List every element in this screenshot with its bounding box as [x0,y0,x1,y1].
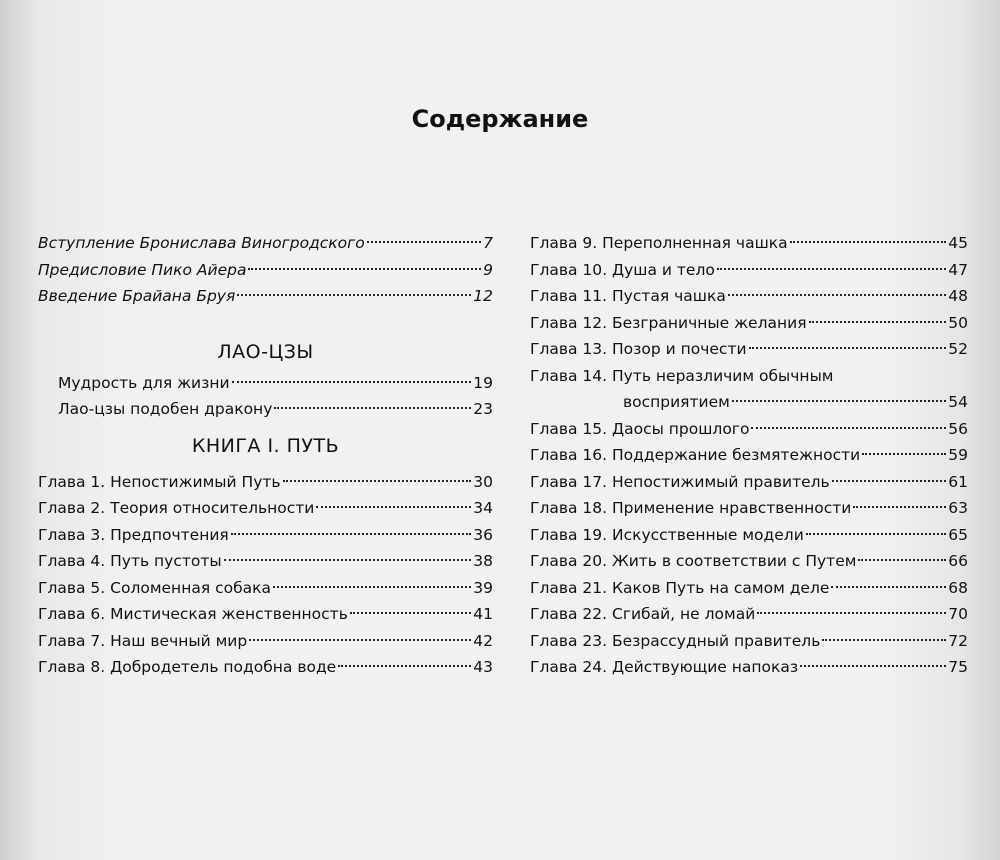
toc-entry [530,389,968,416]
toc-entry-page: 19 [473,373,493,392]
toc-entry-page: 38 [473,552,493,570]
toc-entry [38,575,493,602]
toc-entry [38,654,493,681]
dot-leader [274,407,471,409]
toc-entry-page: 36 [473,525,493,544]
toc-entry-page: 39 [473,578,493,597]
toc-entry-title: Глава 15. Даосы прошлого [530,419,750,438]
toc-entry [530,310,968,337]
toc-entry [38,548,493,575]
dot-leader [338,665,471,667]
toc-entry-title: Введение Брайана Бруя [38,287,236,305]
toc-entry-page: 12 [473,287,493,305]
dot-leader [232,381,472,383]
toc-entry [38,628,493,655]
dot-leader [822,639,946,641]
toc-entry-page: 34 [473,499,493,517]
toc-entry-page: 63 [948,499,968,517]
toc-entry-page: 30 [473,472,493,491]
toc-entry [38,230,493,257]
toc-entry [38,283,493,310]
toc-entry-title: Глава 12. Безграничные желания [530,313,807,332]
toc-entry-title: Глава 11. Пустая чашка [530,287,726,305]
dot-leader [809,321,947,323]
toc-entry [530,495,968,522]
dot-leader [224,559,472,561]
dot-leader [249,639,471,641]
toc-entry-page: 61 [948,472,968,491]
toc-entry-page: 54 [948,393,968,411]
toc-entry [38,522,493,549]
toc-entry-title-line1: Глава 14. Путь неразличим обычным [530,366,834,385]
dot-leader [728,294,946,296]
toc-entry [530,522,968,549]
toc-entry [38,469,493,496]
dot-leader [757,612,946,614]
dot-leader [831,586,946,588]
dot-leader [237,294,471,296]
toc-entry [530,628,968,655]
toc-entry [530,654,968,681]
toc-entry [530,575,968,602]
toc-entry-page: 7 [483,234,493,252]
dot-leader [732,400,946,402]
toc-entry-page: 52 [948,340,968,358]
dot-leader [273,586,471,588]
dot-leader [806,533,946,535]
toc-entry-title: Глава 6. Мистическая женственность [38,605,348,623]
dot-leader [350,612,471,614]
toc-entry-title: Глава 10. Душа и тело [530,260,715,279]
toc-entry-title: Глава 4. Путь пустоты [38,552,222,570]
dot-leader [316,506,471,508]
toc-entry [530,230,968,257]
toc-entry-title: Глава 9. Переполненная чашка [530,234,788,252]
toc-entry-page: 65 [948,525,968,544]
toc-entry-title: Глава 8. Добродетель подобна воде [38,658,337,676]
toc-entry [530,416,968,443]
toc-entry-title-line2: восприятием [623,393,730,411]
toc-left-column [38,230,493,681]
toc-entry-page: 68 [948,578,968,597]
dot-leader [832,480,947,482]
toc-entry [530,601,968,628]
dot-leader [367,241,481,243]
toc-entry-page: 9 [483,260,493,279]
toc-entry-title: Глава 2. Теория относительности [38,499,315,517]
toc-entry-page: 70 [948,605,968,623]
dot-leader [248,268,481,270]
toc-entry-title: Вступление Бронислава Виногродского [38,234,365,252]
toc-entry-title: Глава 1. Непостижимый Путь [38,472,281,491]
dot-leader [858,559,946,561]
toc-entry-title: Глава 17. Непостижимый правитель [530,472,830,491]
dot-leader [231,533,472,535]
toc-entry-page: 56 [948,419,968,438]
toc-entry [38,495,493,522]
toc-entry-title: Лао-цзы подобен дракону [58,400,273,418]
dot-leader [717,268,946,270]
toc-entry-title: Мудрость для жизни [58,373,230,392]
toc-entry [530,257,968,284]
toc-entry [38,257,493,284]
dot-leader [862,453,946,455]
toc-entry [38,601,493,628]
dot-leader [800,665,946,667]
toc-entry [38,396,493,423]
toc-entry-page: 45 [948,234,968,252]
toc-entry-title: Глава 16. Поддержание безмятежности [530,446,861,464]
toc-entry-title: Глава 5. Соломенная собака [38,578,271,597]
toc-entry [530,336,968,363]
toc-entry [530,548,968,575]
toc-entry-title: Предисловие Пико Айера [38,260,247,279]
toc-entry-title: Глава 20. Жить в соответствии с Путем [530,552,857,570]
toc-entry-title: Глава 23. Безрассудный правитель [530,631,821,650]
toc-entry-page: 48 [948,287,968,305]
toc-entry-page: 41 [473,605,493,623]
page-title: Содержание [411,105,589,133]
toc-right-column [530,230,968,681]
toc-entry-title: Глава 21. Каков Путь на самом деле [530,578,830,597]
toc-entry-page: 23 [473,400,493,418]
dot-leader [749,347,947,349]
toc-entry-page: 66 [948,552,968,570]
toc-entry-title: Глава 19. Искусственные модели [530,525,804,544]
toc-entry-title: Глава 18. Применение нравственности [530,499,852,517]
toc-entry-title: Глава 3. Предпочтения [38,525,229,544]
toc-entry [530,283,968,310]
dot-leader [283,480,472,482]
toc-entry [530,469,968,496]
toc-entry [38,370,493,397]
toc-entry-title: Глава 13. Позор и почести [530,340,747,358]
dot-leader [751,427,946,429]
dot-leader [790,241,947,243]
toc-entry-title: Глава 22. Сгибай, не ломай [530,605,756,623]
toc-entry [530,442,968,469]
section-heading-book-1: КНИГА I. ПУТЬ [191,434,340,457]
toc-entry-page: 59 [948,446,968,464]
toc-entry-title: Глава 7. Наш вечный мир [38,631,248,650]
toc-entry-page: 72 [948,631,968,650]
toc-entry-page: 42 [473,631,493,650]
toc-entry-page: 50 [948,313,968,332]
dot-leader [853,506,946,508]
toc-entry-page: 75 [948,658,968,676]
toc-entry-page: 47 [948,260,968,279]
section-heading-lao-tzu: ЛАО-ЦЗЫ [217,340,314,363]
toc-entry-page: 43 [473,658,493,676]
toc-entry-title: Глава 24. Действующие напоказ [530,658,799,676]
